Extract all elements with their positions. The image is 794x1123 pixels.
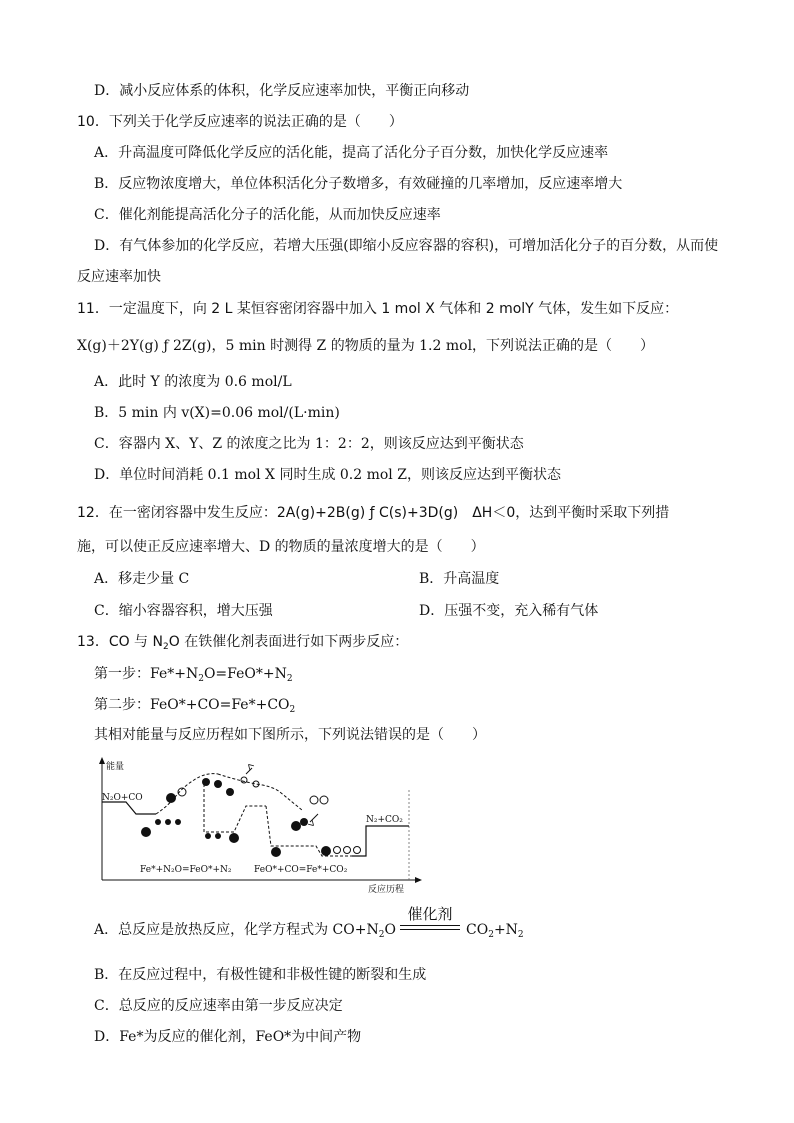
step1-label: Fe*+N₂O=FeO*+N₂ (140, 865, 232, 875)
atom-ts1-1 (202, 778, 210, 786)
q11-option-b: B．5 min 内 v(X)=0.06 mol/(L·min) (94, 405, 340, 421)
q13-option-b: B．在反应过程中，有极性键和非极性键的断裂和生成 (94, 967, 427, 983)
atom-ts1-4 (241, 777, 247, 783)
x-axis-label: 反应历程 (368, 885, 405, 895)
q10-stem: 10．下列关于化学反应速率的说法正确的是（ ） (77, 114, 403, 130)
atom-fe-1 (166, 793, 176, 803)
atom-ts2-3 (320, 796, 328, 804)
atom-int-1 (205, 833, 211, 839)
q13-option-c: C．总反应的反应速率由第一步反应决定 (94, 998, 343, 1014)
atom-co-o2 (175, 819, 181, 825)
q12-option-a: A．移走少量 C (94, 571, 190, 587)
atom-co2-2 (344, 847, 351, 854)
atom-ts1-2 (214, 780, 222, 788)
q11-option-a: A．此时 Y 的浓度为 0.6 mol/L (94, 374, 292, 390)
atom-ts2-1 (300, 818, 308, 826)
energy-profile-diagram (96, 756, 426, 896)
q12-option-d: D．压强不变，充入稀有气体 (419, 603, 599, 619)
atom-fe-3 (271, 847, 281, 857)
q13-option-a-left: A．总反应是放热反应，化学方程式为 $CO+N_2O$ (94, 922, 396, 940)
q11-option-c: C．容器内 X、Y、Z 的浓度之比为 1：2：2，则该反应达到平衡状态 (94, 436, 524, 452)
atom-fe-2 (141, 827, 151, 837)
q10-option-c: C．催化剂能提高活化分子的活化能，从而加快反应速率 (94, 207, 441, 223)
q11-stem-line1: 11．一定温度下，向 2 L 某恒容密闭容器中加入 1 mol X 气体和 2 molY 气体，发生如下反应： (77, 301, 679, 317)
atom-ts1-3 (226, 788, 234, 796)
step2-label: FeO*+CO=Fe*+CO₂ (254, 865, 348, 875)
q12-option-c: C．缩小容器容积，增大压强 (94, 603, 273, 619)
q13-intro: 其相对能量与反应历程如下图所示，下列说法错误的是（ ） (94, 727, 486, 743)
q13-step2: 第二步：$FeO*+CO=Fe*+CO_2$ (94, 697, 296, 715)
q13-option-a-right: $CO_2+N_2$ (466, 922, 524, 940)
atom-int-fe (229, 833, 239, 843)
atom-ts2-2 (310, 796, 318, 804)
atom-int-2 (215, 833, 221, 839)
y-axis-arrow (99, 757, 105, 764)
step1-descent (204, 784, 266, 832)
q11-stem-line2: X(g)＋2Y(g) ƒ 2Z(g)，5 min 时测得 Z 的物质的量为 1.2 mol，下列说法正确的是（ ） (77, 338, 655, 354)
equation-bar-2 (400, 929, 460, 930)
atom-co-o (165, 819, 171, 825)
atom-co2-3 (354, 847, 361, 854)
q13-option-d: D．Fe*为反应的催化剂，FeO*为中间产物 (94, 1029, 362, 1045)
atom-co-c (155, 819, 161, 825)
x-axis-arrow (415, 877, 422, 883)
equation-bar-1 (400, 925, 460, 926)
q10-option-a: A．升高温度可降低化学反应的活化能，提高了活化分子百分数，加快化学反应速率 (94, 145, 609, 161)
q10-option-d-line2: 反应速率加快 (77, 269, 161, 285)
equation-condition: 催化剂 (407, 905, 453, 923)
arrow-ts2 (310, 814, 318, 822)
start-level (102, 802, 156, 814)
q12-stem-line2: 施，可以使正反应速率增大、D 的物质的量浓度增大的是（ ） (77, 539, 485, 555)
q12-option-b: B．升高温度 (419, 571, 500, 587)
y-axis-label: 能量 (106, 762, 125, 772)
q13-step1: 第一步：$Fe*+N_2O=FeO*+N_2$ (94, 666, 293, 684)
atom-fe-5 (321, 846, 331, 856)
q12-stem-line1: 12．在一密闭容器中发生反应：2A(g)+2B(g) ƒ C(s)+3D(g) ΔH＜0，达到平衡时采取下列措 (77, 505, 670, 521)
q9-option-d: D．减小反应体系的体积，化学反应速率加快，平衡正向移动 (94, 83, 470, 99)
q10-option-d-line1: D．有气体参加的化学反应，若增大压强(即缩小反应容器的容积)，可增加活化分子的百分数，从而使 (94, 238, 719, 254)
start-level-label: N₂O+CO (102, 793, 143, 803)
q11-option-d: D．单位时间消耗 0.1 mol X 同时生成 0.2 mol Z，则该反应达到平衡状态 (94, 467, 561, 483)
atom-fe-4 (291, 821, 301, 831)
q13-stem: 13．CO 与 $N_2O$ 在铁催化剂表面进行如下两步反应： (77, 634, 409, 652)
end-level-label: N₂+CO₂ (366, 815, 403, 825)
q10-option-b: B．反应物浓度增大，单位体积活化分子数增多，有效碰撞的几率增加，反应速率增大 (94, 176, 623, 192)
arrow-leaving (246, 768, 252, 774)
atom-co2-1 (334, 847, 341, 854)
